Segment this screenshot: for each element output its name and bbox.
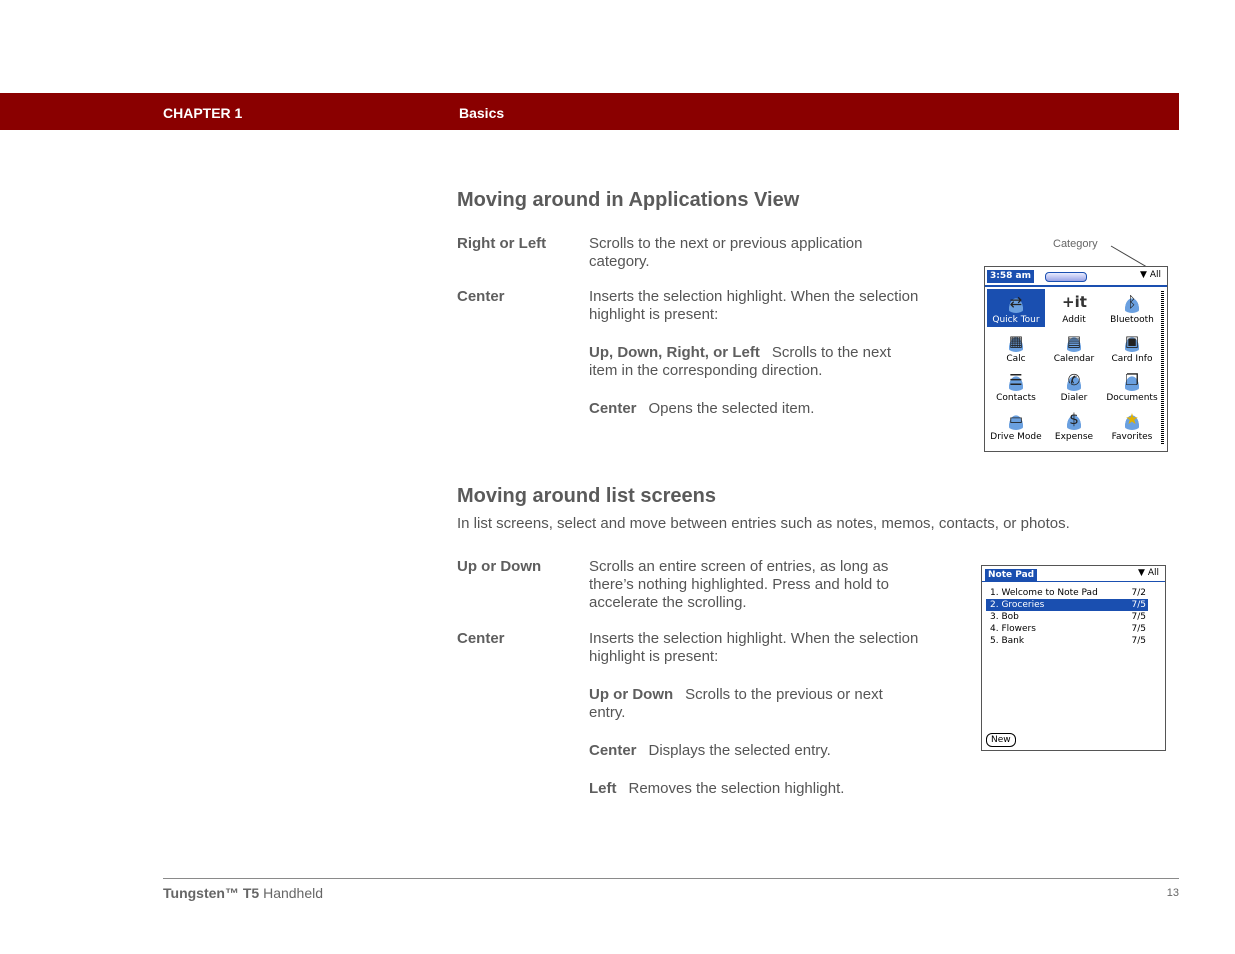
scrollbar[interactable] bbox=[1161, 291, 1164, 445]
note-pad-title: Note Pad bbox=[985, 569, 1037, 581]
chapter-label: CHAPTER 1 bbox=[163, 105, 243, 121]
desc-center: Inserts the selection highlight. When the selection highlight is present: bbox=[589, 288, 919, 323]
category-picker[interactable]: ▼ All bbox=[1138, 568, 1159, 578]
subitem-term: Up or Down bbox=[589, 686, 674, 703]
app-label: Favorites bbox=[1111, 432, 1153, 442]
subitem-term: Center bbox=[589, 400, 637, 417]
app-label: Drive Mode bbox=[990, 432, 1042, 442]
star-icon: ★ bbox=[1120, 408, 1144, 430]
note-title: 2. Groceries bbox=[990, 600, 1045, 610]
subitem-desc: Opens the selected item. bbox=[648, 400, 815, 417]
subitem-desc: Scrolls to the next item in the corresponding direction. bbox=[589, 344, 892, 379]
chapter-title: Basics bbox=[459, 105, 505, 121]
app-calc[interactable] bbox=[987, 328, 1045, 366]
page-number: 13 bbox=[1166, 887, 1179, 899]
app-contacts[interactable] bbox=[987, 367, 1045, 405]
subitem-term: Up, Down, Right, or Left bbox=[589, 344, 760, 361]
documents-icon: ❐ bbox=[1120, 369, 1144, 391]
section-title-list-screens: Moving around list screens bbox=[457, 485, 716, 507]
battery-icon bbox=[1045, 272, 1087, 282]
subitem-desc: Displays the selected entry. bbox=[648, 742, 831, 759]
app-dialer[interactable] bbox=[1045, 367, 1103, 405]
app-documents[interactable] bbox=[1103, 367, 1161, 405]
list-item[interactable] bbox=[986, 635, 1148, 647]
note-date: 7/2 bbox=[1131, 588, 1146, 598]
contacts-icon: ☰ bbox=[1004, 369, 1028, 391]
app-label: Dialer bbox=[1060, 393, 1088, 403]
note-title: 4. Flowers bbox=[990, 624, 1036, 634]
calendar-icon: ▤ bbox=[1062, 330, 1086, 352]
section-intro: In list screens, select and move between entries such as notes, memos, contacts, or photos. bbox=[457, 515, 1070, 532]
note-date: 7/5 bbox=[1131, 636, 1146, 646]
footer-rule bbox=[163, 878, 1179, 879]
app-favorites[interactable] bbox=[1103, 406, 1161, 444]
note-title: 1. Welcome to Note Pad bbox=[990, 588, 1098, 598]
app-quick-tour[interactable] bbox=[987, 289, 1045, 327]
category-value: All bbox=[1149, 270, 1161, 280]
app-addit[interactable] bbox=[1045, 289, 1103, 327]
expense-icon: $ bbox=[1062, 408, 1086, 430]
card-info-icon: ▣ bbox=[1120, 330, 1144, 352]
list-item[interactable] bbox=[986, 623, 1148, 635]
term-up-or-down: Up or Down bbox=[457, 558, 542, 575]
note-date: 7/5 bbox=[1131, 624, 1146, 634]
product-suffix: Handheld bbox=[259, 885, 324, 901]
category-picker[interactable]: ▼ All bbox=[1140, 270, 1161, 280]
desc-up-or-down: Scrolls an entire screen of entries, as long as there’s nothing highlighted. Press and hold to accelerate the scrolling. bbox=[589, 558, 889, 611]
category-value: All bbox=[1147, 568, 1159, 578]
app-label: Card Info bbox=[1111, 354, 1153, 364]
desc-right-or-left: Scrolls to the next or previous application category. bbox=[589, 235, 863, 270]
product-name: Tungsten™ T5 bbox=[163, 885, 260, 901]
app-bluetooth[interactable] bbox=[1103, 289, 1161, 327]
drive-icon: ▭ bbox=[1004, 408, 1028, 430]
addit-icon: +it bbox=[1062, 293, 1087, 311]
app-label: Calc bbox=[1006, 354, 1026, 364]
subitem-left bbox=[589, 780, 919, 798]
calculator-icon: ▦ bbox=[1004, 330, 1028, 352]
note-date: 7/5 bbox=[1131, 612, 1146, 622]
clock: 3:58 am bbox=[987, 270, 1034, 283]
applications-view-screenshot bbox=[984, 266, 1168, 452]
app-label: Documents bbox=[1106, 393, 1158, 403]
subitem-center bbox=[589, 400, 919, 418]
app-label: Quick Tour bbox=[992, 315, 1040, 325]
app-card-info[interactable] bbox=[1103, 328, 1161, 366]
title-underline bbox=[985, 285, 1167, 287]
quick-tour-icon: ⇄ bbox=[1004, 291, 1028, 313]
subitem-desc: Removes the selection highlight. bbox=[628, 780, 845, 797]
footer-product bbox=[163, 885, 323, 901]
subitem-term: Left bbox=[589, 780, 617, 797]
app-calendar[interactable] bbox=[1045, 328, 1103, 366]
list-item[interactable] bbox=[986, 587, 1148, 599]
subitem-center bbox=[589, 742, 919, 760]
app-label: Addit bbox=[1062, 315, 1086, 325]
subitem-directional bbox=[589, 344, 919, 380]
app-label: Calendar bbox=[1053, 354, 1095, 364]
note-title: 3. Bob bbox=[990, 612, 1019, 622]
section-title-applications-view: Moving around in Applications View bbox=[457, 189, 800, 211]
bluetooth-icon: ᛒ bbox=[1120, 291, 1144, 313]
app-label: Bluetooth bbox=[1110, 315, 1154, 325]
phone-icon: ✆ bbox=[1062, 369, 1086, 391]
subitem-term: Center bbox=[589, 742, 637, 759]
term-center: Center bbox=[457, 630, 505, 647]
desc-center: Inserts the selection highlight. When the selection highlight is present: bbox=[589, 630, 919, 665]
note-pad-screenshot bbox=[981, 565, 1166, 751]
category-callout-label: Category bbox=[1053, 238, 1098, 250]
app-label: Contacts bbox=[996, 393, 1036, 403]
note-date: 7/5 bbox=[1131, 600, 1146, 610]
list-item[interactable] bbox=[986, 599, 1148, 611]
term-right-or-left: Right or Left bbox=[457, 235, 547, 252]
term-center: Center bbox=[457, 288, 505, 305]
list-item[interactable] bbox=[986, 611, 1148, 623]
subitem-desc: Scrolls to the previous or next entry. bbox=[589, 686, 883, 721]
subitem-up-or-down bbox=[589, 686, 919, 722]
title-underline bbox=[982, 581, 1165, 582]
app-drive-mode[interactable] bbox=[987, 406, 1045, 444]
app-label: Expense bbox=[1054, 432, 1094, 442]
app-expense[interactable] bbox=[1045, 406, 1103, 444]
note-title: 5. Bank bbox=[990, 636, 1025, 646]
new-button[interactable]: New bbox=[986, 733, 1016, 747]
